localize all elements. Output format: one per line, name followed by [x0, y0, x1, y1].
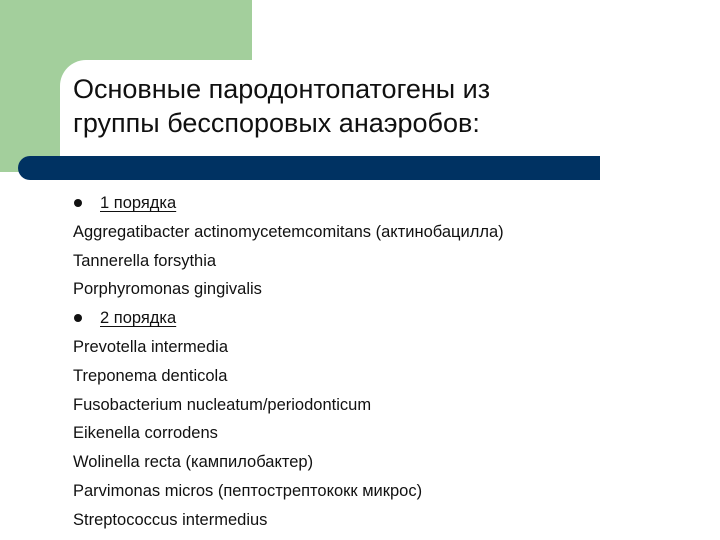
list-item: Porphyromonas gingivalis	[73, 280, 262, 299]
bullet-icon	[74, 314, 82, 322]
title-divider-bar	[18, 156, 600, 180]
pathogen-list	[73, 189, 713, 535]
list-item: Wolinella recta (кампилобактер)	[73, 453, 314, 472]
list-item: Parvimonas micros (пептострептококк микрос)	[73, 481, 423, 500]
slide-title: Основные пародонтопатогены из группы бесспоровых анаэробов:	[73, 74, 491, 138]
list-item: Aggregatibacter actinomycetemcomitans (актинобацилла)	[73, 222, 504, 241]
list-item: Prevotella intermedia	[73, 337, 228, 356]
list-heading-label: 2 порядка	[100, 309, 177, 328]
list-item: Streptococcus intermedius	[73, 510, 268, 529]
list-item: Eikenella corrodens	[73, 424, 218, 443]
list-item: Treponema denticola	[73, 366, 228, 385]
list-item: Fusobacterium nucleatum/periodonticum	[73, 395, 372, 414]
list-item: Tannerella forsythia	[73, 251, 217, 270]
list-heading-order-1	[73, 189, 713, 218]
list-heading-order-2	[73, 304, 713, 333]
list-heading-label: 1 порядка	[100, 194, 177, 212]
bullet-icon	[74, 199, 82, 207]
